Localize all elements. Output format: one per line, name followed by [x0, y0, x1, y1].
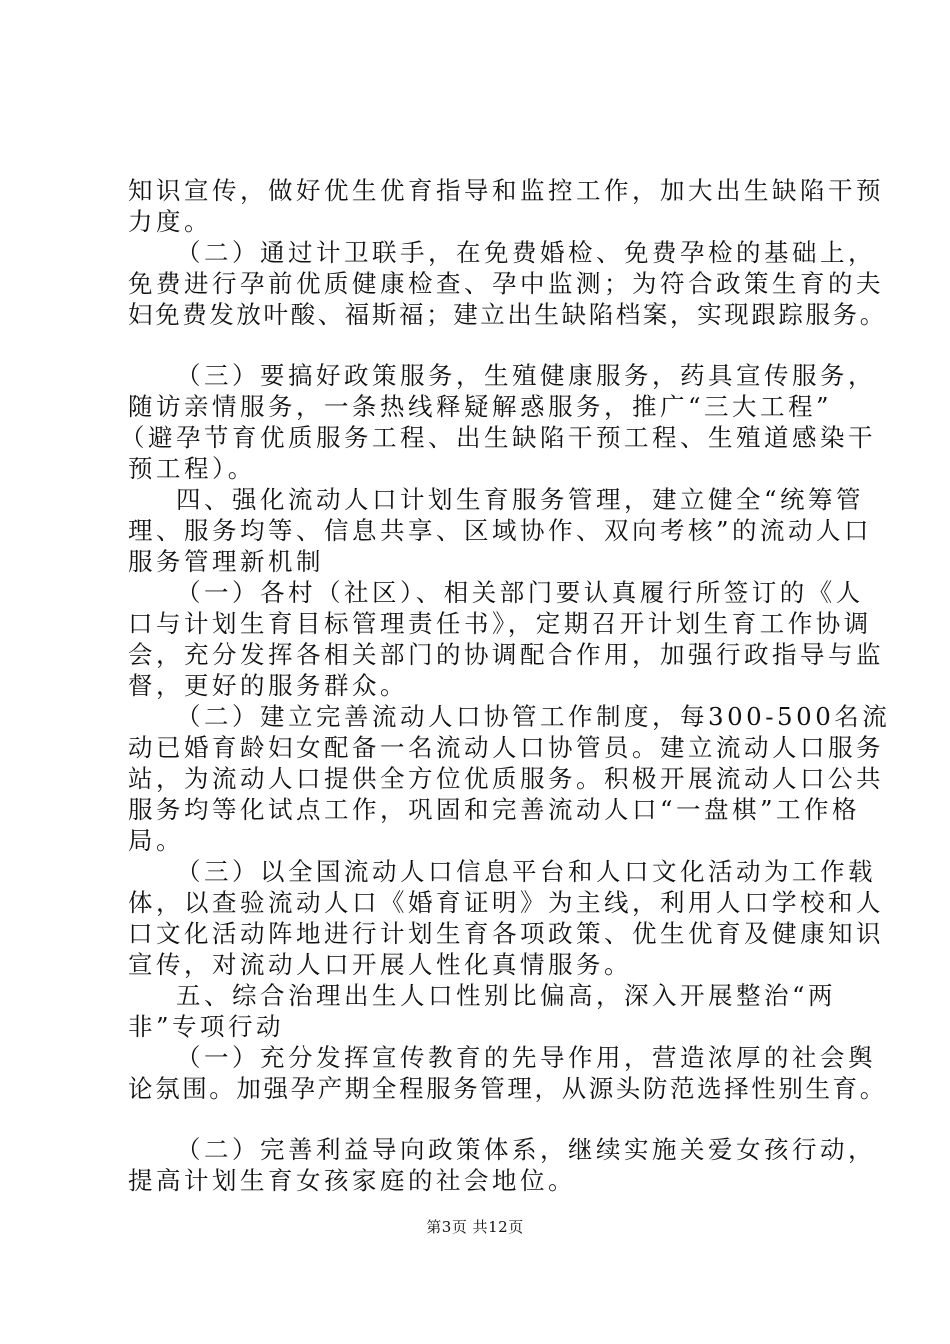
body-line-1: 知识宣传，做好优生优育指导和监控工作，加大出生缺陷干预: [128, 176, 884, 205]
page-footer: 第3页 共12页: [426, 1218, 524, 1236]
body-line-26: 五、综合治理出生人口性别比偏高，深入开展整治“两: [176, 981, 837, 1010]
body-line-16: 督，更好的服务群众。: [128, 671, 408, 700]
body-line-3: （二）通过计卫联手，在免费婚检、免费孕检的基础上，: [176, 238, 876, 267]
body-line-27: 非”专项行动: [128, 1012, 285, 1041]
body-line-8: （避孕节育优质服务工程、出生缺陷干预工程、生殖道感染干: [120, 423, 876, 452]
body-line-12: 服务管理新机制: [128, 547, 324, 576]
body-line-23: 体，以查验流动人口《婚育证明》为主线，利用人口学校和人: [128, 888, 884, 917]
body-line-17: （二）建立完善流动人口协管工作制度，每300-500名流: [176, 702, 891, 731]
body-line-18: 动已婚育龄妇女配备一名流动人口协管员。建立流动人口服务: [128, 733, 884, 762]
body-line-30: （二）完善利益导向政策体系，继续实施关爱女孩行动，: [176, 1135, 876, 1164]
body-line-2: 力度。: [128, 207, 212, 236]
body-line-25: 宣传，对流动人口开展人性化真情服务。: [128, 950, 632, 979]
body-line-11: 理、服务均等、信息共享、区域协作、双向考核”的流动人口: [128, 516, 873, 545]
body-line-19: 站，为流动人口提供全方位优质服务。积极开展流动人口公共: [128, 764, 884, 793]
body-line-14: 口与计划生育目标管理责任书》，定期召开计划生育工作协调: [128, 609, 872, 638]
body-line-9: 预工程）。: [128, 454, 256, 483]
body-line-31: 提高计划生育女孩家庭的社会地位。: [128, 1166, 576, 1195]
body-line-21: 局。: [128, 826, 184, 855]
body-line-20: 服务均等化试点工作，巩固和完善流动人口“一盘棋”工作格: [128, 795, 861, 824]
body-line-22: （三）以全国流动人口信息平台和人口文化活动为工作载: [176, 857, 876, 886]
body-line-24: 口文化活动阵地进行计划生育各项政策、优生优育及健康知识: [128, 919, 884, 948]
body-line-13: （一）各村（社区）、相关部门要认真履行所签订的《人: [176, 578, 864, 607]
body-line-6: （三）要搞好政策服务，生殖健康服务，药具宣传服务，: [176, 361, 876, 390]
body-line-7: 随访亲情服务，一条热线释疑解惑服务，推广“三大工程”: [128, 392, 833, 421]
body-line-28: （一）充分发挥宣传教育的先导作用，营造浓厚的社会舆: [176, 1043, 876, 1072]
body-line-4: 免费进行孕前优质健康检查、孕中监测；为符合政策生育的夫: [128, 269, 884, 298]
body-line-15: 会，充分发挥各相关部门的协调配合作用，加强行政指导与监: [128, 640, 884, 669]
body-line-10: 四、强化流动人口计划生育服务管理，建立健全“统筹管: [176, 485, 865, 514]
body-line-29: 论氛围。加强孕产期全程服务管理，从源头防范选择性别生育。: [128, 1074, 887, 1103]
body-line-5: 妇免费发放叶酸、福斯福；建立出生缺陷档案，实现跟踪服务。: [128, 300, 887, 329]
